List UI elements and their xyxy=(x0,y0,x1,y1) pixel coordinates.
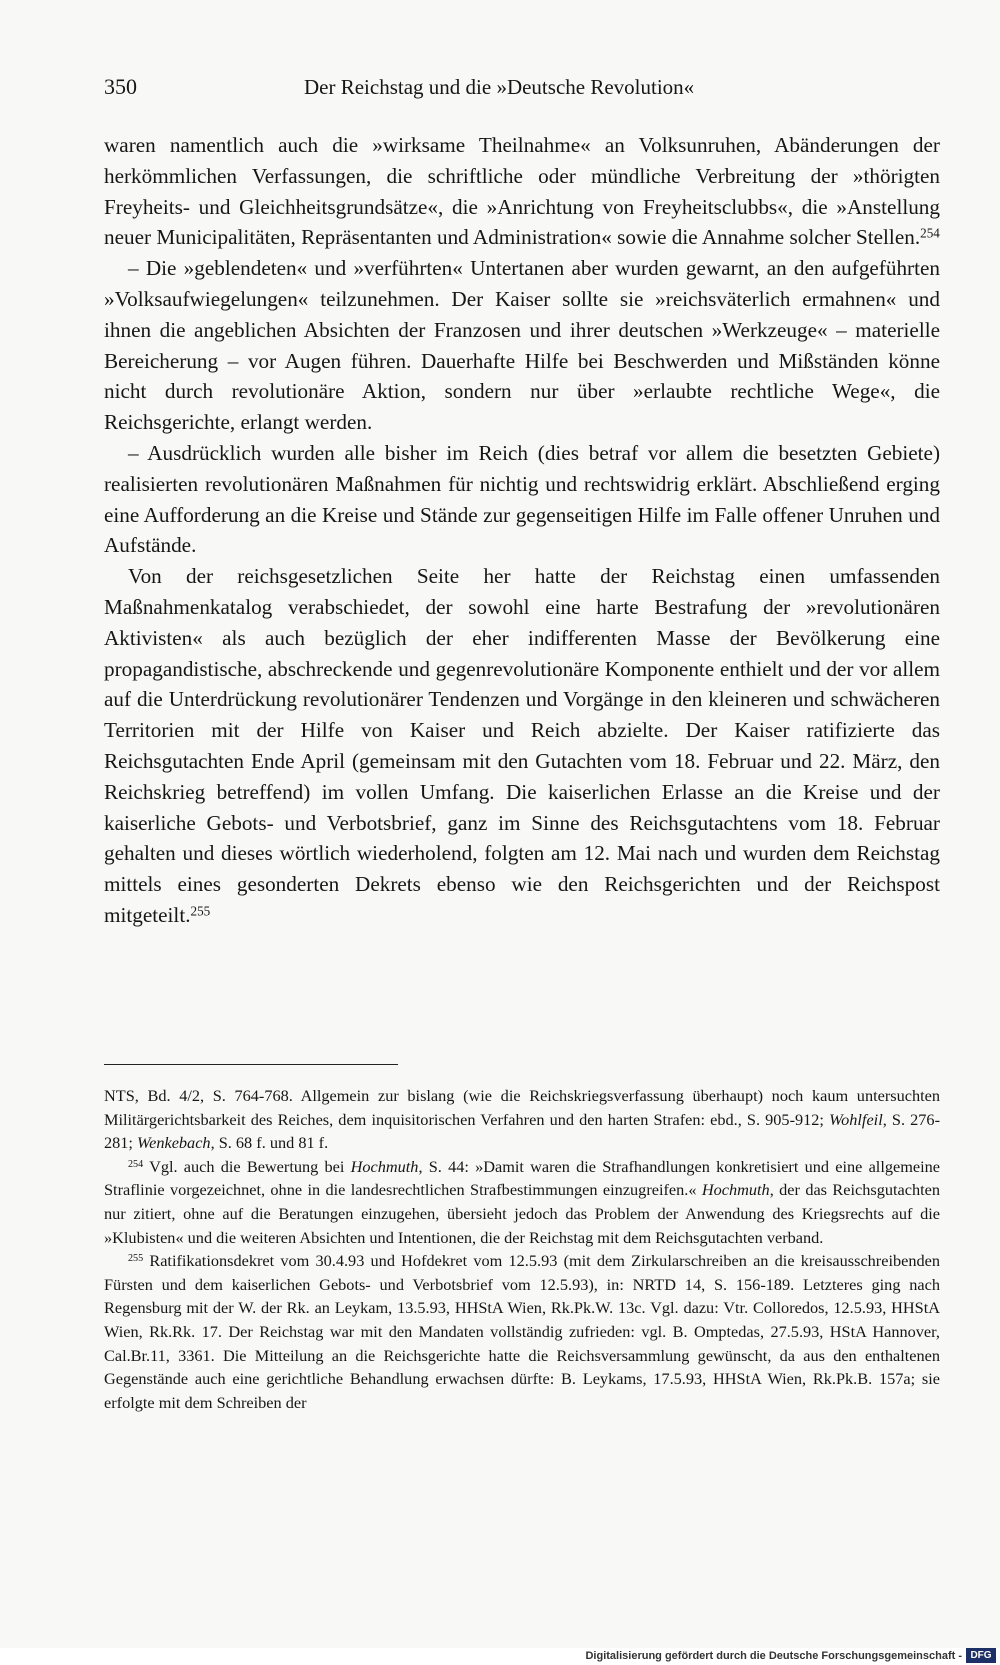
paragraph: – Die »geblendeten« und »verführten« Untertanen aber wurden gewarnt, an den aufgeführten »Volksaufwiegelungen« teilzunehmen. Der Kaiser sollte sie »reichsväterlich ermahnen« und ihnen die angeblichen Absichten der Franzosen und ihrer deutschen »Werkzeuge« – materielle Bereicherung – vor Augen führen. Dauerhafte Hilfe bei Beschwerden und Mißständen könne nicht durch revolutionäre Aktion, sondern nur über »erlaubte rechtliche Wege«, die Reichsgerichte, erlangt werden. xyxy=(104,256,940,435)
page-number: 350 xyxy=(104,74,137,99)
page-header xyxy=(104,70,940,104)
footnote-255: $^{255}$ Ratifikationsdekret vom 30.4.93 und Hofdekret vom 12.5.93 (mit dem Zirkularschreiben an die kreisausschreibenden Fürsten und dem kaiserlichen Gebots- und Verbotsbrief vom 12.5.93), in: NRTD 14, S. 156-189. Letzteres ging nach Regensburg mit der W. der Rk. an Leykam, 13.5.93, HHStA Wien, Rk.Pk.W. 13c. Vgl. dazu: Vtr. Colloredos, 12.5.93, HHStA Wien, Rk.Rk. 17. Der Reichstag war mit den Mandaten vollständig zufrieden: vgl. B. Omptedas, 27.5.93, HStA Hannover, Cal.Br.11, 3361. Die Mitteilung an die Reichsgerichte hatte die Reichsversammlung gewünscht, da aus den enthaltenen Gegenstände auch eine gerichtliche Behandlung erwachsen dürfte: B. Leykams, 17.5.93, HHStA Wien, Rk.Pk.B. 157a; sie erfolgte mit dem Schreiben der xyxy=(104,1251,940,1412)
paragraph: – Ausdrücklich wurden alle bisher im Reich (dies betraf vor allem die besetzten Gebiete) realisierten revolutionären Maßnahmen für nichtig und rechtswidrig erklärt. Abschließend erging eine Aufforderung an die Kreise und Stände zur gegenseitigen Hilfe im Falle offener Unruhen und Aufstände. xyxy=(104,440,940,558)
footnote-ref-255: 255 xyxy=(190,903,211,919)
footnote-divider xyxy=(104,1064,398,1065)
footnote-ref-254: 254 xyxy=(920,225,940,241)
footnote-continued: NTS, Bd. 4/2, S. 764-768. Allgemein zur bislang (wie die Reichskriegsverfassung überhaupt) noch kaum untersuchten Militärgerichtsbarkeit des Reiches, dem inquisitorischen Verfahren und den harten Strafen: ebd., S. 905-912; Wohlfeil, S. 276-281; Wenkebach, S. 68 f. und 81 f. xyxy=(104,1086,940,1153)
digitization-note: Digitalisierung gefördert durch die Deutsche Forschungsgemeinschaft - xyxy=(585,1650,962,1662)
footnote-254: $^{254}$ Vgl. auch die Bewertung bei Hochmuth, S. 44: »Damit waren die Strafhandlungen konkretisiert und eine allgemeine Straflinie vorgezeichnet, ohne in die landesrechtlichen Strafbestimmungen einzugreifen.« Hochmuth, der das Reichsgutachten nur zitiert, ohne auf die Beratungen einzugehen, übersieht jedoch das Problem der Anwendung des Kriegsrechts auf die »Klubisten« und die weiteren Absichten und Intentionen, die der Reichstag mit dem Reichsgutachten verband. xyxy=(104,1156,940,1247)
dfg-logo: DFG xyxy=(966,1648,996,1663)
paragraph: Von der reichsgesetzlichen Seite her hatte der Reichstag einen umfassenden Maßnahmenkatalog verabschiedet, der sowohl eine harte Bestrafung der »revolutionären Aktivisten« als auch bezüglich der eher indifferenten Masse der Bevölkerung eine propagandistische, abschreckende und gegenrevolutionäre Komponente enthielt und der vor allem auf die Unterdrückung revolutionärer Tendenzen und Vorgänge in den kleineren und schwächeren Territorien mit der Hilfe von Kaiser und Reich abzielte. Der Kaiser ratifizierte das Reichsgutachten Ende April (gemeinsam mit den Gutachten vom 18. Februar und 22. März, den Reichskrieg betreffend) im vollen Umfang. Die kaiserlichen Erlasse an die Kreise und der kaiserliche Gebots- und Verbotsbrief, ganz im Sinne des Reichsgutachtens vom 18. Februar gehalten und dieses wörtlich wiederholend, folgten am 12. Mai nach und wurden dem Reichstag mittels eines gesonderten Dekrets ebenso wie den Reichsgerichten und der Reichspost mitgeteilt.$^{255}$ xyxy=(104,564,940,927)
footnotes xyxy=(104,1084,940,1414)
main-text xyxy=(104,130,940,931)
paragraph: waren namentlich auch die »wirksame Theilnahme« an Volksunruhen, Abänderungen der herkömmlichen Verfassungen, die schriftliche oder mündliche Verbreitung der »thörigten Freyheits- und Gleichheitsgrundsätze«, die »Anrichtung von Freyheitsclubbs«, die »Anstellung neuer Municipalitäten, Repräsentanten und Administration« sowie die Annahme solcher Stellen.$^{254}$ xyxy=(104,133,940,250)
running-head: Der Reichstag und die »Deutsche Revolution« xyxy=(304,75,695,99)
